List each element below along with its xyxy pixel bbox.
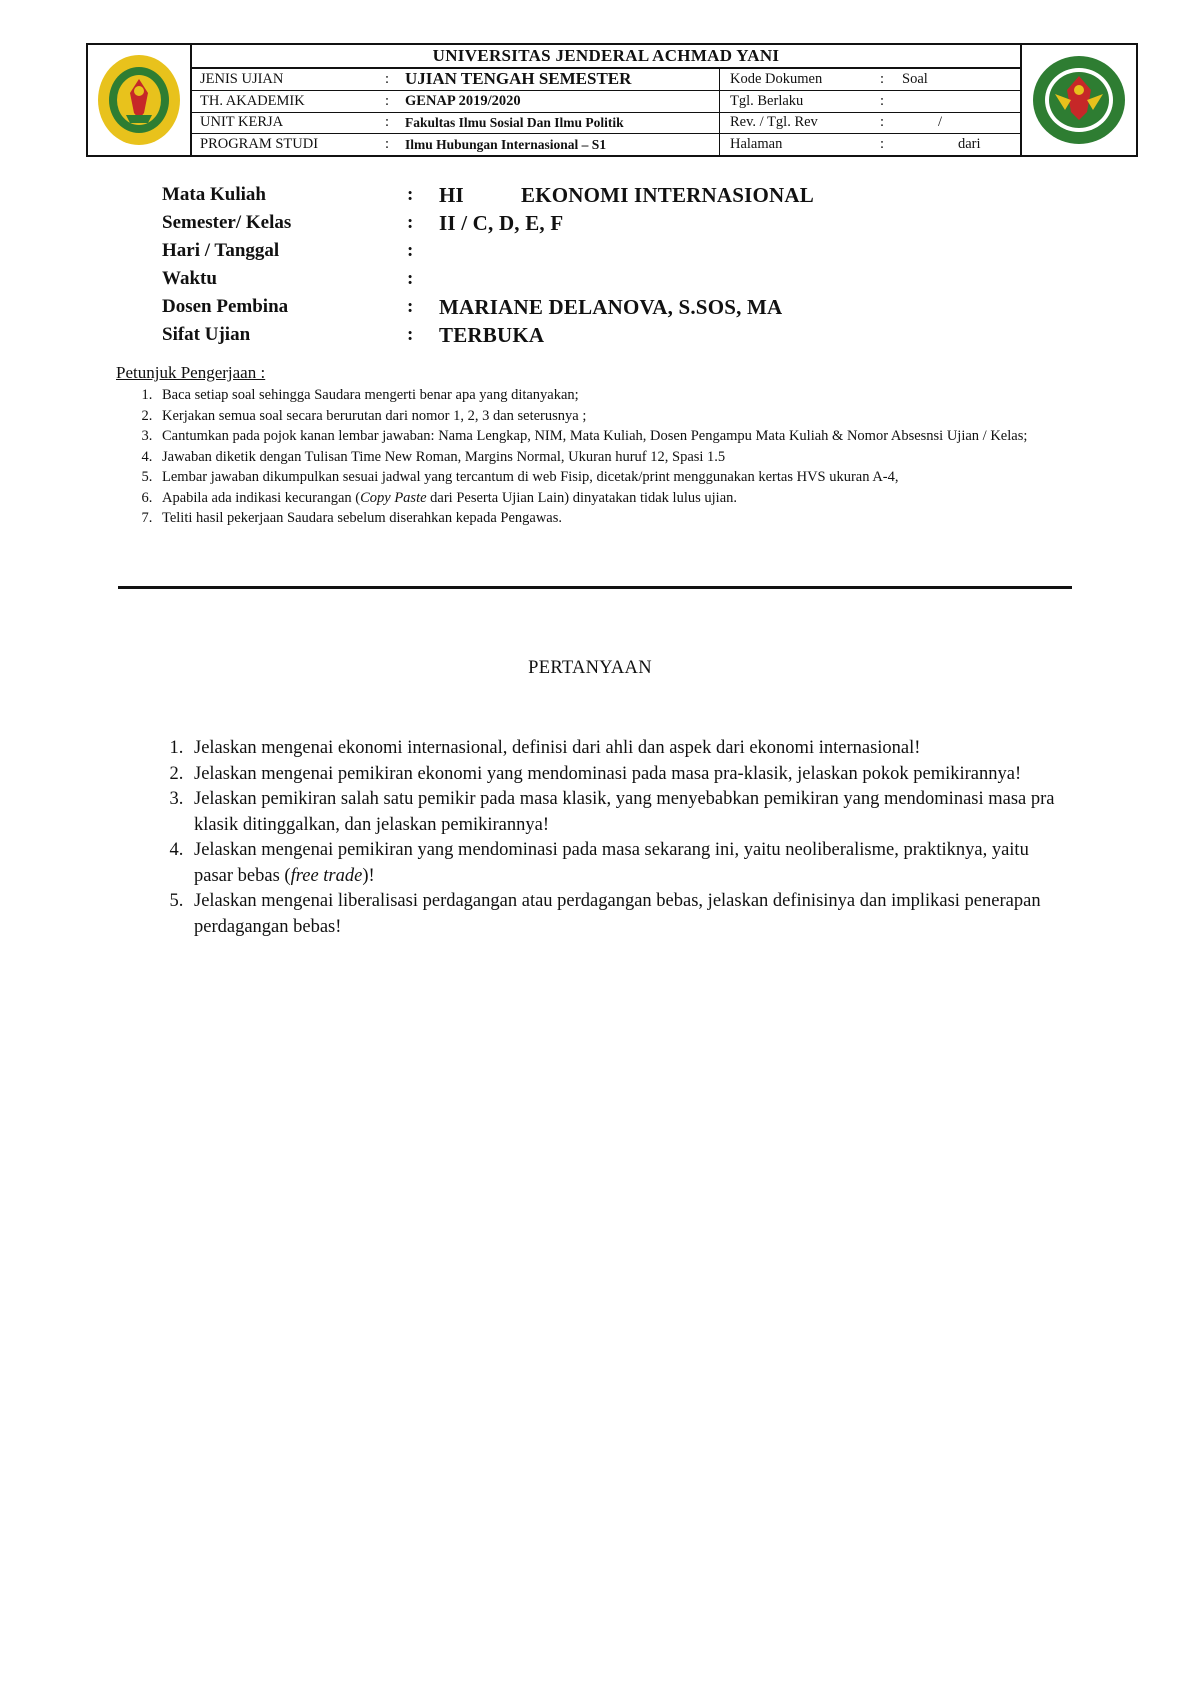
header-label: TH. AKADEMIK xyxy=(200,92,305,109)
info-value: MARIANE DELANOVA, S.SOS, MA xyxy=(439,294,783,319)
header-label: UNIT KERJA xyxy=(200,114,284,131)
info-sep: : xyxy=(407,212,414,233)
header-right-value: / xyxy=(938,114,943,131)
header-row xyxy=(192,113,1020,135)
header-value: GENAP 2019/2020 xyxy=(405,91,720,112)
question-item: 5. Jelaskan mengenai liberalisasi perdagangan atau perdagangan bebas, jelaskan definisinya dan implikasi penerapan perdagangan bebas! xyxy=(188,889,1058,940)
header-value: Ilmu Hubungan Internasional – S1 xyxy=(405,134,720,155)
course-name: EKONOMI INTERNASIONAL xyxy=(521,182,814,207)
question-item: 3. Jelaskan pemikiran salah satu pemikir pada masa klasik, yang menyebabkan pemikiran yang mendominasi masa pra klasik ditinggalkan, dan jelaskan pemikirannya! xyxy=(188,787,1058,838)
info-row-exam-type xyxy=(162,321,814,349)
instruction-item: 4. Jawaban diketik dengan Tulisan Time New Roman, Margins Normal, Ukuran huruf 12, Spasi 1.5 xyxy=(156,447,1066,468)
questions xyxy=(148,736,1058,940)
info-sep: : xyxy=(407,296,414,317)
header-sep: : xyxy=(385,70,390,87)
info-row-time xyxy=(162,265,814,293)
instructions-list xyxy=(116,385,1066,529)
info-label: Waktu xyxy=(162,268,217,289)
header-label: PROGRAM STUDI xyxy=(200,136,319,153)
instruction-item: 5. Lembar jawaban dikumpulkan sesuai jadwal yang tercantum di web Fisip, dicetak/print menggunakan kertas HVS ukuran A-4, xyxy=(156,467,1066,488)
course-info xyxy=(162,181,814,349)
info-sep: : xyxy=(407,268,414,289)
info-sep: : xyxy=(407,324,414,345)
header-right-label: Tgl. Berlaku xyxy=(730,92,804,109)
instructions xyxy=(116,363,1066,529)
instruction-text: dari Peserta Ujian Lain) dinyatakan tidak lulus ujian. xyxy=(426,489,738,506)
info-row-date xyxy=(162,237,814,265)
divider-line xyxy=(118,586,1072,589)
questions-title: PERTANYAAN xyxy=(528,658,652,678)
header-right-label: Rev. / Tgl. Rev xyxy=(730,114,818,131)
header-row xyxy=(192,69,1020,91)
header-sep: : xyxy=(385,92,390,109)
university-logo-icon xyxy=(1031,54,1127,146)
question-emphasis: free trade xyxy=(290,865,363,886)
question-item: 1. Jelaskan mengenai ekonomi internasional, definisi dari ahli dan aspek dari ekonomi internasional! xyxy=(188,736,1058,762)
info-value: TERBUKA xyxy=(439,322,545,347)
instruction-item: 1. Baca setiap soal sehingga Saudara mengerti benar apa yang ditanyakan; xyxy=(156,385,1066,406)
header-right-label: Halaman xyxy=(730,136,783,153)
info-row-semester xyxy=(162,209,814,237)
instruction-item: 7. Teliti hasil pekerjaan Saudara sebelum diserahkan kepada Pengawas. xyxy=(156,508,1066,529)
header-right-value: Soal xyxy=(902,70,928,87)
document-header xyxy=(86,43,1138,157)
yayasan-logo-icon xyxy=(96,53,182,147)
header-row xyxy=(192,134,1020,155)
info-label: Dosen Pembina xyxy=(162,296,289,317)
header-label: JENIS UJIAN xyxy=(200,70,284,87)
header-center xyxy=(192,45,1020,155)
instruction-emphasis: Copy Paste xyxy=(360,489,427,506)
course-code: HI xyxy=(439,182,464,207)
header-right-sep: : xyxy=(880,70,885,87)
question-text: )! xyxy=(362,865,375,886)
header-sep: : xyxy=(385,114,390,131)
info-value xyxy=(439,183,814,208)
left-logo-cell xyxy=(88,45,192,155)
info-label: Sifat Ujian xyxy=(162,324,251,345)
info-label: Hari / Tanggal xyxy=(162,240,280,261)
header-right-label: Kode Dokumen xyxy=(730,70,823,87)
header-value: UJIAN TENGAH SEMESTER xyxy=(405,69,720,90)
question-item xyxy=(188,838,1058,889)
info-row-lecturer xyxy=(162,293,814,321)
info-sep: : xyxy=(407,184,414,205)
header-sep: : xyxy=(385,136,390,153)
header-right-sep: : xyxy=(880,92,885,109)
header-right-sep: : xyxy=(880,114,885,131)
instruction-text: Apabila ada indikasi kecurangan ( xyxy=(162,489,361,506)
question-item: 2. Jelaskan mengenai pemikiran ekonomi yang mendominasi pada masa pra-klasik, jelaskan pokok pemikirannya! xyxy=(188,762,1058,788)
right-logo-cell xyxy=(1020,45,1136,155)
info-sep: : xyxy=(407,240,414,261)
instruction-item: 2. Kerjakan semua soal secara berurutan dari nomor 1, 2, 3 dan seterusnya ; xyxy=(156,406,1066,427)
instructions-title: Petunjuk Pengerjaan : xyxy=(116,363,266,382)
university-name: UNIVERSITAS JENDERAL ACHMAD YANI xyxy=(192,45,1020,69)
header-right-sep: : xyxy=(880,136,885,153)
header-value: Fakultas Ilmu Sosial Dan Ilmu Politik xyxy=(405,113,720,134)
info-label: Semester/ Kelas xyxy=(162,212,292,233)
header-row xyxy=(192,91,1020,113)
info-label: Mata Kuliah xyxy=(162,184,266,205)
header-right-value: dari xyxy=(958,136,981,153)
question-text: Jelaskan mengenai pemikiran yang mendominasi pada masa sekarang ini, yaitu neoliberalisme, praktiknya, yaitu pasar bebas ( xyxy=(194,840,1029,886)
questions-list xyxy=(148,736,1058,940)
header-right-value xyxy=(902,91,1020,112)
info-row-course xyxy=(162,181,814,209)
info-value: II / C, D, E, F xyxy=(439,210,564,235)
instruction-item xyxy=(156,488,1066,509)
instruction-item: 3. Cantumkan pada pojok kanan lembar jawaban: Nama Lengkap, NIM, Mata Kuliah, Dosen Pengampu Mata Kuliah & Nomor Absesnsi Ujian / Kelas; xyxy=(156,426,1066,447)
